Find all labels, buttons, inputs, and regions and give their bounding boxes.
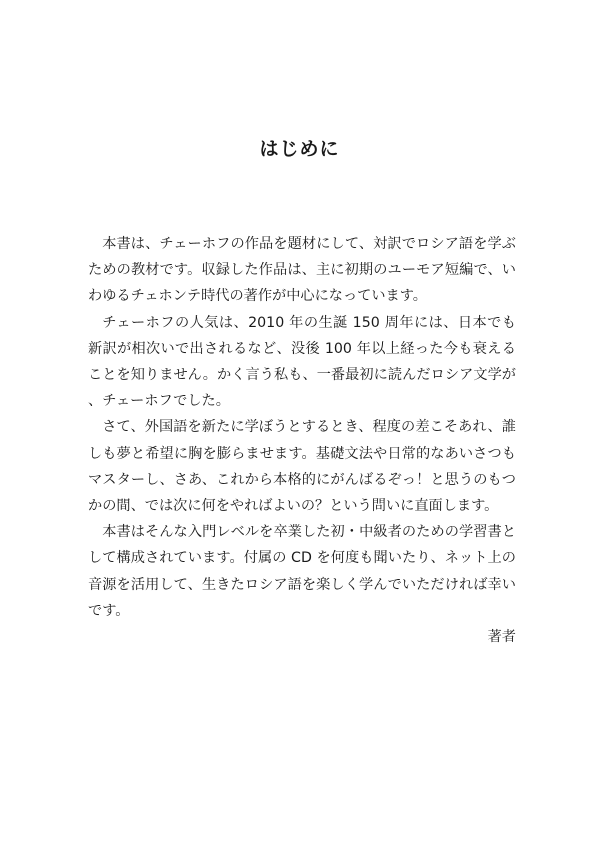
paragraph-2: チェーホフの人気は、2010 年の生誕 150 周年には、日本でも新訳が相次いで出されるなど、没後 100 年以上経った今も衰えることを知りません。かく言う私も、一番最初に読んだロシア文学が、チェーホフでした。	[88, 314, 516, 410]
document-body	[88, 231, 516, 650]
author-signature: 著者	[487, 629, 516, 646]
paragraph-4: 本書はそんな入門レベルを卒業した初・中級者のための学習書として構成されています。付属の CD を何度も聞いたり、ネット上の音源を活用して、生きたロシア語を楽しく学んでいただければ幸いです。	[88, 524, 516, 619]
paragraph-1: 本書は、チェーホフの作品を題材にして、対訳でロシア語を学ぶための教材です。収録した作品は、主に初期のユーモア短編で、いわゆるチェホンテ時代の著作が中心になっています。	[88, 236, 516, 305]
page-title: はじめに	[259, 138, 340, 160]
paragraph-3: さて、外国語を新たに学ぼうとするとき、程度の差こそあれ、誰しも夢と希望に胸を膨らませます。基礎文法や日常的なあいさつもマスターし、さあ、これから本格的にがんばるぞっ！と思うのもつかの間、では次に何をやればよいの？という問いに直面します。	[88, 419, 516, 515]
